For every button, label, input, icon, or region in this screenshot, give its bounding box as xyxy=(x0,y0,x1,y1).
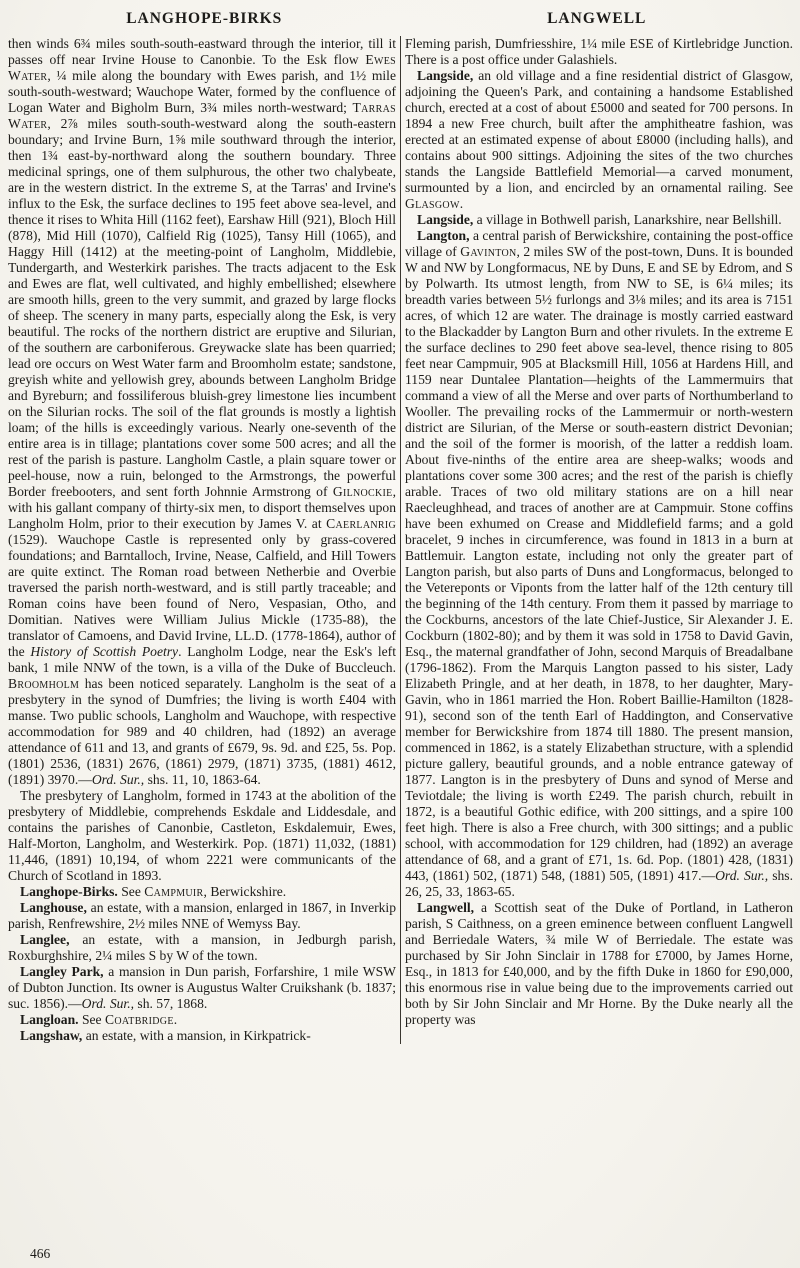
text-segment: , with his gallant company of thirty-six men, to disport themselves upon Langholm Holm, prior to their execution by James V. at xyxy=(8,484,396,531)
cross-reference: Coatbridge xyxy=(105,1012,174,1027)
right-column-header: LANGWELL xyxy=(547,10,647,27)
text-segment: Ord. Sur., xyxy=(81,996,134,1011)
text-segment: a Scottish seat of the Duke of Portland, in Latheron parish, S Caithness, on a green eminence between confluent Langwell and Berriedale Waters, ¾ mile W of Berriedale. The estate was purchased by Sir John Sinclair in 1788 for £7000, by James Horne, Esq., in 1813 for £40,000, and by the fifth Duke in 1860 for £90,000, this enormous rise in value being due to the improvements carried out both by Sir John Sinclair and Mr Horne. By the Duke nearly all the property was xyxy=(405,900,793,1027)
text-segment: History of Scottish Poetry xyxy=(30,644,179,659)
cross-reference: Gilnockie xyxy=(332,484,393,499)
paragraph xyxy=(405,212,793,228)
text-segment: an estate, with a mansion, in Kirkpatrick- xyxy=(82,1028,311,1043)
text-segment: . Langholm Lodge, near the Esk's left bank, 1 mile NNW of the town, is a villa of the Duke of Buccleuch. xyxy=(8,644,396,675)
cross-reference: Broomholm xyxy=(8,676,80,691)
paragraph xyxy=(8,884,396,900)
text-segment: Ord. Sur., xyxy=(715,868,769,883)
entry-name: Langside, xyxy=(417,68,474,83)
text-segment: , ¼ mile along the boundary with Ewes parish, and 1½ mile south-south-westward; Wauchope Water, formed by the confluence of Logan Water and Bigholm Burn, 3¾ miles north-westward; xyxy=(8,68,396,115)
left-column-header: LANGHOPE-BIRKS xyxy=(126,10,283,27)
text-segment: , 2 miles SW of the post-town, Duns. It is bounded W and NW by Longformacus, NE by Duns, E and SE by Edrom, and S by Polwarth. Its utmost length, from NW to SE, is 6¼ miles; its breadth varies between 5½ furlongs and 3⅛ miles; and its area is 7151 acres, of which 12 are water. The drainage is mostly carried eastward to the Blackadder by Langton Burn and other rivulets. In the extreme E the surface declines to 290 feet above sea-level, thence rising to 805 feet near Campmuir, 905 at Blacksmill Hill, 1056 at Hardens Hill, and 1159 near Duntalee Plantation—heights of the Lammermuirs that command a view of all the Merse and over parts of Northumberland to Wooller. The prevailing rocks of the Lammermuir or north-western district are Silurian, of the Merse or south-eastern district Devonian; and the soil of the former is moorish, of the latter a reddish loam. About five-ninths of the entire area are sheep-walks; woods and plantations cover some 300 acres; and the rest of the parish is chiefly arable. Traces of two old military stations are on a hill near Raecleughhead, and traces of another are at Campmuir. Stone coffins have been exhumed on Crease and Middlefield farms; and a gold bracelet, 9 inches in circumference, was found in 1813 in a burn at Battlemuir. Langton estate, including not only the greater part of Langton parish, but also parts of Duns and Longformacus, belonged to the Vetereponts or Viponts from the latter half of the 12th century till the beginning of the 14th century. From them it passed by marriage to the Cockburns, ancestors of the late Chief-Justice, Sir Alexander J. E. Cockburn (1802-80); and by them it was sold in 1758 to David Gavin, Esq., the maternal grandfather of John, second Marquis of Breadalbane (1796-1862). From the Marquis Langton passed to his sister, Lady Elizabeth Pringle, and at her death, in 1878, to her daughter, Mary-Gavin, who in 1861 married the Hon. Robert Baillie-Hamilton (1828-91), second son of the tenth Earl of Haddington, and Conservative member for Berwickshire from 1874 till 1880. The present mansion, commenced in 1862, is a stately Elizabethan structure, with a splendid picture gallery, beautiful grounds, and a noble entrance gateway of 1877. Langton is in the presbytery of Duns and synod of Merse and Teviotdale; the living is worth £249. The parish church, rebuilt in 1872, is a beautiful Gothic edifice, with 200 sittings, and a spire 100 feet high. There is also a Free church, with 300 sittings; and a public school, with accommodation for 129 children, had (1892) an average attendance of 68, and a grant of £71, 1s. 6d. Pop. (1801) 428, (1831) 443, (1861) 502, (1871) 548, (1881) 505, (1891) 417.— xyxy=(405,244,793,883)
paragraph xyxy=(405,900,793,1028)
paragraph xyxy=(405,36,793,68)
entry-name: Langwell, xyxy=(417,900,475,915)
paragraph xyxy=(8,788,396,884)
entry-name: Langside, xyxy=(417,212,474,227)
text-segment: (1529). Wauchope Castle is represented only by grass-covered foundations; and Barntalloch, Irvine, Nease, Calfield, and Hill Towers are quite extinct. The Roman road between Netherbie and Overbie traversed the parish north-westward, and is still partly traceable; and Roman coins have been found of Nero, Vespasian, Otho, and Domitian. Natives were William Julius Mickle (1735-88), the translator of Camoens, and David Irvine, LL.D. (1778-1864), author of the xyxy=(8,532,396,659)
entry-name: Langley Park, xyxy=(20,964,104,979)
cross-reference: Glasgow xyxy=(405,196,460,211)
entry-name: Langshaw, xyxy=(20,1028,83,1043)
paragraph xyxy=(405,228,793,900)
text-segment: shs. 26, 25, 33, 1863-65. xyxy=(405,868,793,899)
text-segment: The presbytery of Langholm, formed in 1743 at the abolition of the presbytery of Middlebie, comprehends Eskdale and Liddesdale, and contains the parishes of Canonbie, Castleton, Eskdalemuir, Ewes, Half-Morton, Langholm, and Westerkirk. Pop. (1871) 11,032, (1881) 11,446, (1891) 10,194, of whom 2221 were communicants of the Church of Scotland in 1893. xyxy=(8,788,396,883)
text-segment: . xyxy=(173,1012,178,1027)
paragraph xyxy=(8,1028,396,1044)
text-segment: Fleming parish, Dumfriesshire, 1¼ mile ESE of Kirtlebridge Junction. There is a post office under Galashiels. xyxy=(405,36,793,67)
text-segment: has been noticed separately. Langholm is the seat of a presbytery in the synod of Dumfries; the living is worth £404 with manse. Two public schools, Langholm and Wauchope, with respective accommodation for 989 and 40 children, had (1892) an average attendance of 611 and 13, and grants of £679, 9s. 9d. and £25, 5s. Pop. (1801) 2536, (1831) 2676, (1861) 2979, (1871) 3735, (1881) 4612, (1891) 3970.— xyxy=(8,676,396,787)
entry-name: Langloan. xyxy=(20,1012,79,1027)
paragraph xyxy=(405,68,793,212)
text-segment: , 2⅞ miles south-south-westward along the south-eastern boundary; and Irvine Burn, 1⅝ mile southward through the interior, then 1¾ east-by-northward along the southern boundary. Three medicinal springs, one of them sulphurous, the other two chalybeate, are in the western district. In the extreme S, at the Tarras' and Irvine's influx to the Esk, the surface declines to 195 feet above sea-level, and thence it rises to Whita Hill (1162 feet), Earshaw Hill (921), Bloch Hill (878), Mid Hill (1070), Calfield Rig (1025), Tansy Hill (1065), and Haggy Hill (1412) at the meeting-point of Langholm, Middlebie, Tundergarth, and Westerkirk parishes. The tracts adjacent to the Esk and Ewes are flat, well cultivated, and highly embellished; elsewhere are smooth hills, green to the very summit, and grazed by large flocks of sheep. The scenery in many parts, especially along the Esk, is very beautiful. The rocks of the northern district are eruptive and Silurian, of the southern are carboniferous. Greywacke slate has been quarried; lead ore occurs on West Water farm and Broomholm estate; sandstone, greyish white and yellowish grey, abounds between Langholm Bridge and Byreburn; and fossiliferous bluish-grey limestone lies incumbent on the Silurian rocks. The soil of the flat grounds is mostly a lightish loam; of the hills is exceedingly various. Nearly one-seventh of the entire area is in tillage; plantations cover some 500 acres; and all the rest of the parish is pasture. Langholm Castle, a plain square tower or peel-house, now a ruin, belonged to the Armstrongs, the powerful Border freebooters, and sent forth Johnnie Armstrong of xyxy=(8,116,396,499)
left-column xyxy=(8,36,396,1044)
text-segment: then winds 6¾ miles south-south-eastward through the interior, till it passes off near Irvine House to Canonbie. To the Esk flow xyxy=(8,36,396,67)
text-segment: an estate, with a mansion, in Jedburgh parish, Roxburghshire, 2¼ miles S by W of the town. xyxy=(8,932,396,963)
paragraph xyxy=(8,964,396,1012)
text-segment: a village in Bothwell parish, Lanarkshire, near Bellshill. xyxy=(473,212,782,227)
paragraph xyxy=(8,36,396,788)
text-segment: an estate, with a mansion, enlarged in 1867, in Inverkip parish, Renfrewshire, 2½ miles NNE of Wemyss Bay. xyxy=(8,900,396,931)
text-segment: . xyxy=(459,196,464,211)
entry-name: Langhouse, xyxy=(20,900,87,915)
paragraph xyxy=(8,932,396,964)
paragraph xyxy=(8,1012,396,1028)
page-number: 466 xyxy=(30,1246,51,1261)
text-segment: shs. 11, 10, 1863-64. xyxy=(144,772,261,787)
text-segment: , Berwickshire. xyxy=(203,884,287,899)
entry-name: Langlee, xyxy=(20,932,70,947)
text-segment: sh. 57, 1868. xyxy=(134,996,208,1011)
text-block xyxy=(8,36,793,1044)
text-segment: a mansion in Dun parish, Forfarshire, 1 mile WSW of Dubton Junction. Its owner is Augustus Walter Cruikshank (b. 1837; suc. 1856).— xyxy=(8,964,396,1011)
right-column xyxy=(405,36,793,1044)
text-segment: a central parish of Berwickshire, containing the post-office village of xyxy=(405,228,793,259)
cross-reference: Gavinton xyxy=(460,244,517,259)
text-segment: an old village and a fine residential district of Glasgow, adjoining the Queen's Park, and containing a handsome Established church, erected at a cost of about £5000 and seated for 700 persons. In 1894 a new Free church, built after the amphitheatre fashion, was erected at an estimated expense of about £8000 (including halls), and contains about 900 sittings. Adjoining the sites of the two churches stands the Langside Battlefield Memorial—a carved monument, surmounted by a lion, and encircled by an ornamental railing. See xyxy=(405,68,793,195)
cross-reference: Tarras Water xyxy=(8,100,396,131)
paragraph xyxy=(8,900,396,932)
text-segment: See xyxy=(117,884,145,899)
entry-name: Langhope-Birks. xyxy=(20,884,118,899)
cross-reference: Campmuir xyxy=(144,884,204,899)
running-heads xyxy=(8,10,793,28)
text-segment: See xyxy=(78,1012,105,1027)
entry-name: Langton, xyxy=(417,228,470,243)
text-segment: Ord. Sur., xyxy=(91,772,145,787)
column-divider-rule xyxy=(400,36,401,1044)
cross-reference: Caerlanrig xyxy=(326,516,396,531)
cross-reference: Ewes Water xyxy=(8,52,396,83)
